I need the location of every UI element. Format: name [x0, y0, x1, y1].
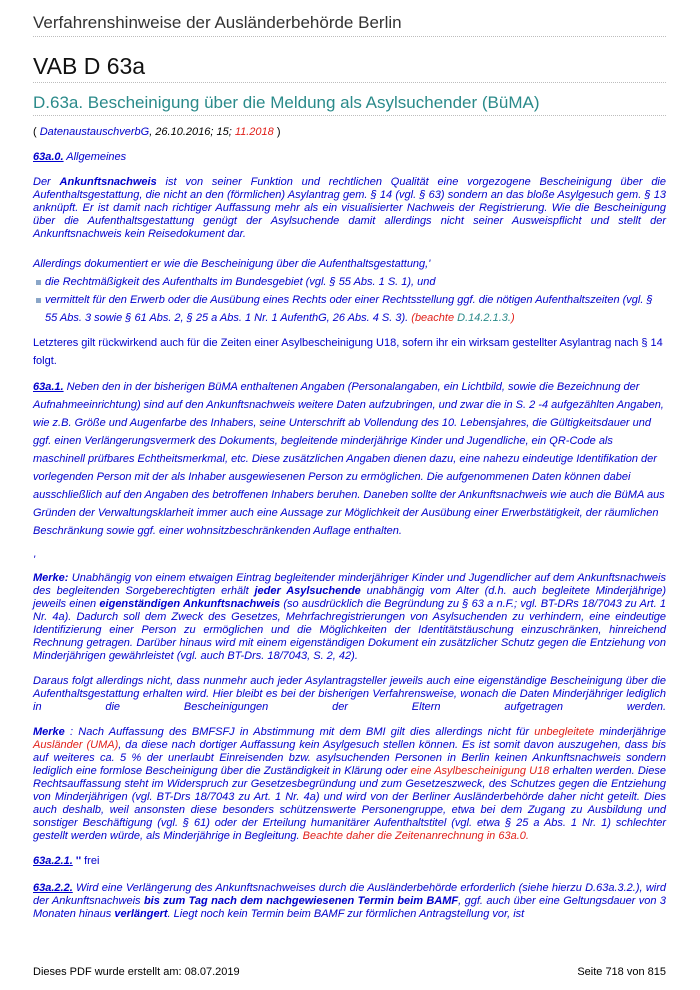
document-header: Verfahrenshinweise der Ausländerbehörde Berlin	[33, 13, 402, 32]
title-divider	[33, 115, 666, 116]
header-divider	[33, 36, 666, 37]
bullet-square-icon	[36, 298, 41, 303]
anchor-63a-0[interactable]: 63a.0.	[33, 151, 64, 163]
citation: ( DatenaustauschverbG, 26.10.2016; 15; 11.2018 )	[33, 126, 281, 138]
merke-note-1: Merke: Unabhängig von einem etwaigen Eintrag begleitender minderjähriger Kinder und Jugendlicher auf dem Ankunftsnachweis des begleitenden Sorgeberechtigten erhält jeder Asylsuchende unabhängig vom Alter (d.h. auch begleitete Minderjährige) jeweils einen eigenständigen Ankunftsnachweis (so ausdrücklich die Begründung zu § 63 a n.F.; vgl. BT-DRs 18/7043 zu Art. 1 Nr. 4a). Dadurch soll dem Zweck des Gesetzes, Mehrfachregistrierungen von Asylsuchenden zu verhindern, eine eindeutige Identifizierung einer Person zu ermöglichen und die Möglichkeiten der Identitätstäuschung einzuschränken, hinreichend Rechnung getragen. Darüber hinaus wird mit einem eigenständigen Dokument ein zusätzlicher Schutz gegen die Entziehung von Minderjährigen gewährleistet (vgl. auch BT-Drs. 18/7043, S. 2, 42).	[33, 572, 667, 662]
citation-law-link[interactable]: DatenaustauschverbG	[39, 126, 150, 138]
list-item: die Rechtmäßigkeit des Aufenthalts im Bundesgebiet (vgl. § 55 Abs. 1 S. 1), und	[33, 273, 666, 291]
paragraph-63a-2-2: 63a.2.2. Wird eine Verlängerung des Ankunftsnachweises durch die Ausländerbehörde erforderlich (siehe hierzu D.63a.3.2.), wird der Ankunftsnachweis bis zum Tag nach dem nachgewiesenen Termin beim BAMF, ggf. auch über eine Geltungsdauer von 3 Monaten hinaus verlängert. Liegt noch kein Termin beim BAMF zur förmlichen Antragstellung vor, ist	[33, 882, 666, 920]
bullet-list	[33, 273, 666, 327]
paragraph-dokumentiert: Allerdings dokumentiert er wie die Bescheinigung über die Aufenthaltsgestattung,'	[33, 258, 431, 270]
merke-note-2: Merke : Nach Auffassung des BMFSFJ in Abstimmung mit dem BMI gilt dies allerdings nicht für unbegleitete minderjährige Ausländer (UMA), da diese nach dortiger Auffassung kein Asylgesuch stellen können. Es ist somit davon auszugehen, dass bis auf weiteres ca. 5 % der unerlaubt Einreisenden bzw. asylsuchenden Personen in Berlin keinen Ankunftsnachweis sondern lediglich eine formlose Bescheinigung über die Zuständigkeit in Klärung oder eine Asylbescheinigung U18 erhalten werden. Diese Rechtsauffassung steht im Widerspruch zur Gesetzesbegründung und zum Gesetzeszweck, des Schutzes gegen die Entziehung von Minderjährigen (vgl. BT-Drs 18/7043 zu Art. 1 Nr. 4a) und wird von der Berliner Ausländerbehörde daher nicht geteilt. Dies auch deshalb, weil ansonsten diese besonders schützenswerte Personengruppe, etwa bei dem Zugang zu Ausbildung und sonstiger Beschäftigung (vgl. § 61) oder der Erteilung humanitärer Aufenthaltstitel (vgl. etwa § 25 a Abs. 1 Nr. 1) schlechter gestellt werden würde, als Minderjährige in Begleitung. Beachte daher die Zeitenanrechnung in 63a.0.	[33, 726, 667, 842]
section-divider	[33, 82, 666, 83]
anchor-63a-1[interactable]: 63a.1.	[33, 381, 64, 393]
citation-version: 11.2018	[234, 126, 274, 138]
page-number: Seite 718 von 815	[577, 966, 666, 978]
stray-apostrophe: '	[33, 554, 36, 566]
document-page	[33, 0, 666, 921]
heading-allgemeines: 63a.0. Allgemeines	[33, 151, 127, 163]
section-code: VAB D 63a	[33, 53, 146, 79]
pdf-created-date: Dieses PDF wurde erstellt am: 08.07.2019	[33, 966, 240, 978]
cross-reference-link[interactable]: D.14.2.1.3.	[457, 312, 511, 324]
paragraph-ankunftsnachweis: Der Ankunftsnachweis ist von seiner Funktion und rechtlichen Qualität eine vorgezogene Bescheinigung über die Aufenthaltsgestattung, die nicht an den (förmlichen) Asylantrag gem. § 14 (vgl. § 63) sondern an das bloße Asylgesuch gem. § 13 anknüpft. Er ist damit nach richtiger Auffassung mehr als ein visualisierter Nachweis der Registrierung. Wie die Bescheinigung über die Aufenthaltsgestattung genügt der Asylsuchende damit allerdings nicht seiner Ausweispflicht und stellt der Ankunftsnachweis kein Reisedokument dar.	[33, 176, 666, 240]
list-item: vermittelt für den Erwerb oder die Ausübung eines Rechts oder einer Rechtsstellung ggf. die nötigen Aufenthaltszeiten (vgl. § 55 Abs. 3 sowie § 61 Abs. 2, § 25 a Abs. 1 Nr. 1 AufenthG, 26 Abs. 4 S. 3). (beachte D.14.2.1.3.)	[33, 291, 666, 327]
paragraph-rueckwirkend: Letzteres gilt rückwirkend auch für die Zeiten einer Asylbescheinigung U18, sofern ihr ein wirksam gestellter Asylantrag nach § 14 folgt.	[33, 337, 663, 367]
page-footer	[33, 966, 666, 978]
paragraph-63a-2-1: 63a.2.1. '' frei	[33, 855, 100, 867]
anchor-63a-2-1[interactable]: 63a.2.1.	[33, 855, 73, 867]
section-title: D.63a. Bescheinigung über die Meldung als Asylsuchender (BüMA)	[33, 93, 540, 112]
paragraph-daraus-folgt: Daraus folgt allerdings nicht, dass nunmehr auch jeder Asylantragsteller jeweils auch eine eigenständige Bescheinigung über die Aufenthaltsgestattung erhalten wird. Hier bleibt es bei der bisherigen Verfahrensweise, wonach die Daten Minderjähriger lediglich in die Bescheinigungen der Eltern aufgetragen werden.	[33, 675, 666, 713]
anchor-63a-2-2[interactable]: 63a.2.2.	[33, 882, 73, 894]
bullet-square-icon	[36, 280, 41, 285]
paragraph-63a-1: 63a.1. Neben den in der bisherigen BüMA enthaltenen Angaben (Personalangaben, ein Lichtbild, sowie die Bezeichnung der Aufnahmeeinrichtung) sind auf den Ankunftsnachweis weitere Daten aufzubringen, und zwar die in S. 2 -4 aufgezählten Angaben, wie z.B. Größe und Augenfarbe des Inhabers, seine Unterschrift ab Vollendung des 10. Lebensjahres, die Gültigkeitsdauer und ggf. einen Verlängerungsvermerk des Dokuments, begleitende minderjährige Kinder und Jugendliche, ein QR-Code als maschinell prüfbares Echtheitsmerkmal, etc. Diese zusätzlichen Angaben dienen dazu, eine nahezu eindeutige Identifikation der vorlegenden Person mit der als Inhaber ausgewiesenen Person zu ermöglichen. Die aufgenommenen Daten können dabei ausschließlich auf den Angaben des betroffenen Inhabers beruhen. Daneben sollte der Ankunftsnachweis wie auch die BüMA aus Gründen der Verwaltungsklarheit immer auch eine Aussage zur Möglichkeit der Ausübung einer Erwerbstätigkeit, der räumlichen Beschränkung sowie ggf. einer wohnsitzbeschränkenden Auflage enthalten.	[33, 381, 665, 537]
